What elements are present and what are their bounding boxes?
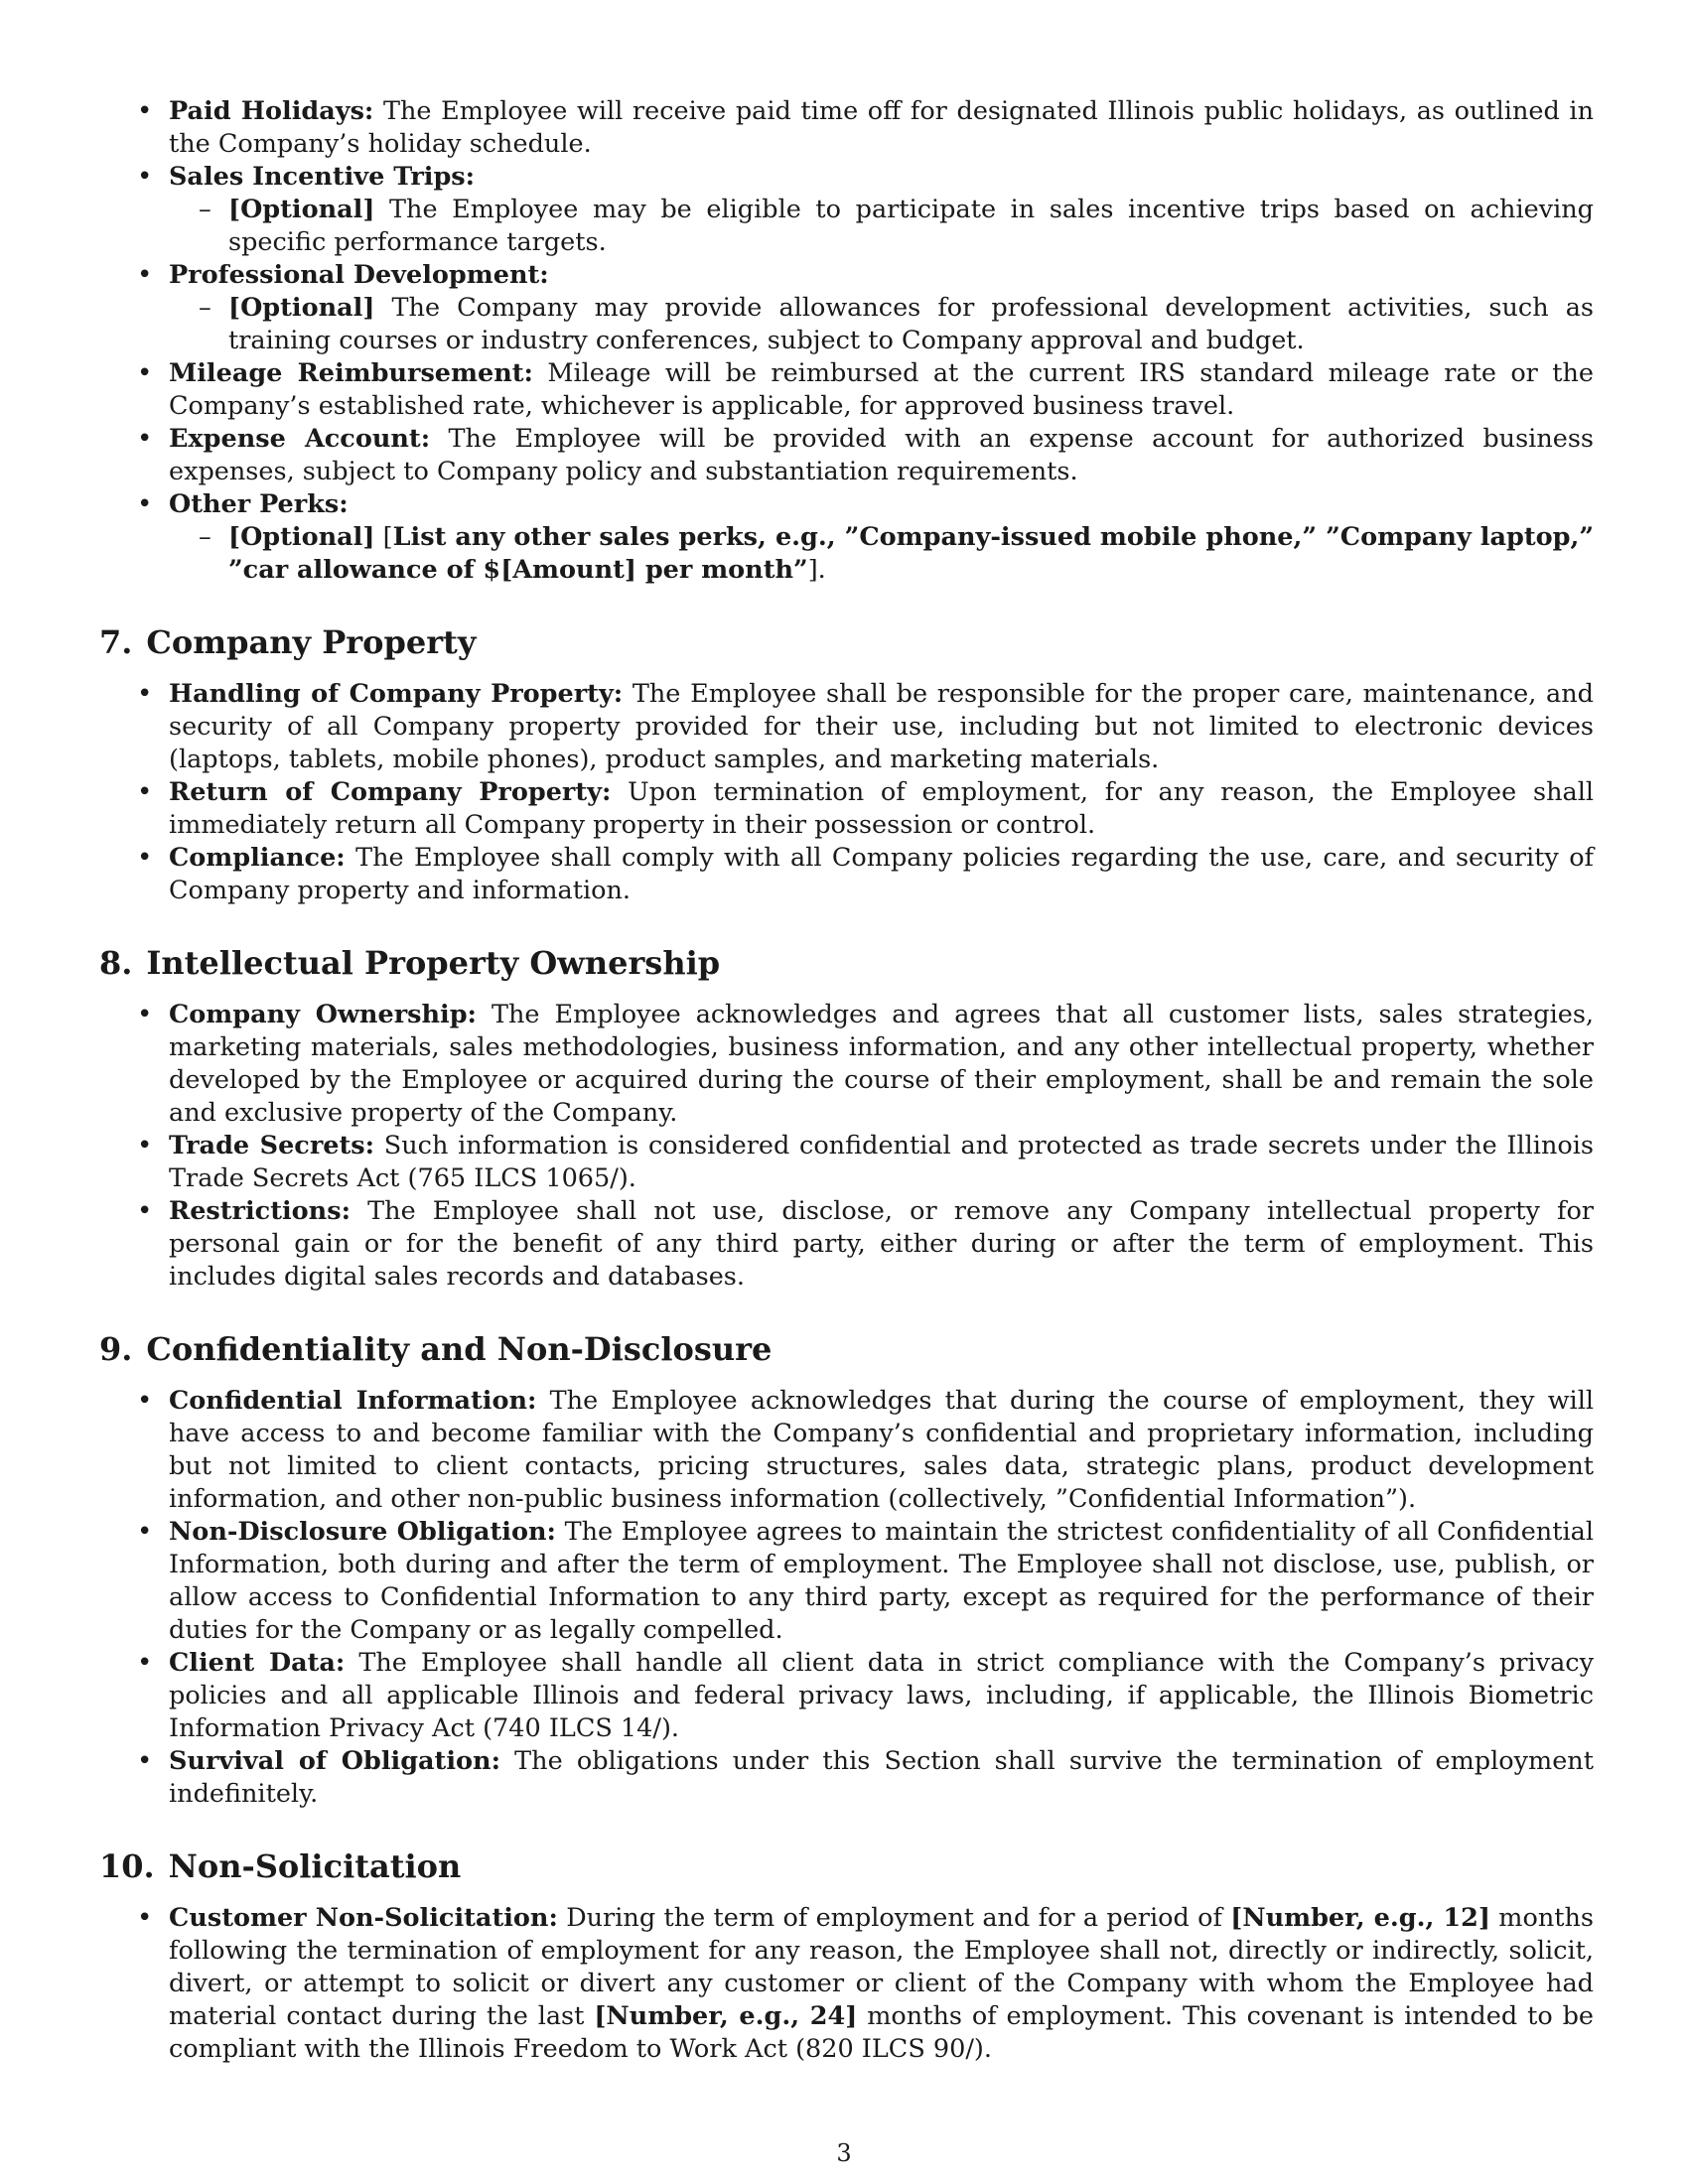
section-heading [99, 622, 1594, 662]
item-text: Upon termination of employment, for any reason, the Employee shall immediately return all Company property in their possession or control. [169, 777, 1595, 840]
section-heading [99, 1846, 1594, 1886]
item-label: Non-Disclosure Obligation: [169, 1517, 556, 1547]
section-heading [99, 943, 1594, 983]
section-title: Non-Solicitation [168, 1847, 462, 1885]
list-item [99, 1647, 1594, 1745]
dash-icon: – [199, 293, 211, 323]
item-label: Company Ownership: [169, 1000, 477, 1029]
bullet-icon: • [137, 1517, 153, 1547]
item-label: Expense Account: [169, 424, 431, 454]
item-label: Survival of Obligation: [169, 1746, 500, 1776]
page-content [99, 95, 1594, 2066]
item-text: Such information is considered confidential and protected as trade secrets under the Illinois Trade Secrets Act (765 ILCS 1065/). [169, 1131, 1594, 1193]
list-item [99, 1902, 1594, 2066]
section-8-list [99, 999, 1594, 1294]
section-number: 8. [99, 944, 133, 982]
sub-list-item [169, 521, 1594, 587]
sub-list [169, 292, 1594, 357]
item-label: Paid Holidays: [169, 96, 374, 126]
placeholder-text-end: per month” [635, 555, 808, 585]
sub-list [169, 521, 1594, 587]
list-item [99, 1745, 1594, 1811]
list-item [99, 678, 1594, 776]
bullet-icon: • [137, 1746, 153, 1776]
list-item [99, 776, 1594, 842]
section-7-list [99, 678, 1594, 907]
item-label: Handling of Company Property: [169, 679, 624, 709]
optional-tag: [Optional] [228, 293, 375, 323]
bullet-icon: • [137, 96, 153, 126]
item-text: Mileage will be reimbursed at the current IRS standard mileage rate or the Company’s established rate, whichever is applicable, for approved business travel. [169, 358, 1595, 421]
section-10-list [99, 1902, 1594, 2066]
placeholder-amount: [Amount] [500, 555, 636, 585]
list-item [99, 842, 1594, 907]
section-9-list [99, 1385, 1594, 1811]
bullet-icon: • [137, 1386, 153, 1416]
item-label: Other Perks: [169, 489, 349, 519]
bracket-open: [ [382, 522, 393, 552]
item-label: Mileage Reimbursement: [169, 358, 533, 388]
section-title: Intellectual Property Ownership [146, 944, 721, 982]
bullet-icon: • [137, 777, 153, 807]
bullet-icon: • [137, 260, 153, 290]
bullet-icon: • [137, 489, 153, 519]
item-label: Client Data: [169, 1648, 346, 1678]
item-text: The Employee shall handle all client data in strict compliance with the Company’s privacy policies and all applicable Illinois and federal privacy laws, including, if applicable, the Illinois Biometric Information Privacy Act (740 ILCS 14/). [169, 1648, 1594, 1743]
item-text: The Employee will be provided with an expense account for authorized business expenses, subject to Company policy and substantiation requirements. [169, 424, 1595, 486]
item-label: Trade Secrets: [169, 1131, 375, 1160]
section-number: 9. [99, 1330, 133, 1368]
item-text: The Employee will receive paid time off for designated Illinois public holidays, as outlined in the Company’s holiday schedule. [169, 96, 1595, 159]
benefits-list [99, 95, 1594, 587]
list-item [99, 1130, 1594, 1195]
bullet-icon: • [137, 358, 153, 388]
bullet-icon: • [137, 1131, 153, 1160]
item-text: The Employee shall not use, disclose, or remove any Company intellectual property for personal gain or for the benefit of any third party, either during or after the term of employment. This includes digital sales records and databases. [169, 1196, 1594, 1292]
item-label: Sales Incentive Trips: [169, 162, 476, 192]
bullet-icon: • [137, 1648, 153, 1678]
item-text: The Employee acknowledges and agrees that all customer lists, sales strategies, marketing materials, sales methodologies, business information, and any other intellectual property, whether developed by the Employee or acquired during the course of their employment, shall be and remain the sole and exclusive property of the Company. [169, 1000, 1595, 1128]
item-text: The obligations under this Section shall survive the termination of employment indefinitely. [169, 1746, 1594, 1809]
dash-icon: – [199, 195, 211, 224]
placeholder-months: [Number, e.g., 12] [1230, 1903, 1490, 1933]
bullet-icon: • [137, 1903, 153, 1933]
sub-list-item [169, 292, 1594, 357]
sub-list-item [169, 194, 1594, 259]
list-item [99, 999, 1594, 1130]
page-number: 3 [836, 2139, 852, 2167]
section-title: Company Property [146, 623, 477, 661]
list-item [99, 1516, 1594, 1647]
item-text: months of employment. This covenant is intended to be compliant with the Illinois Freedom to Work Act (820 ILCS 90/). [169, 2001, 1595, 2064]
item-text: The Company may provide allowances for professional development activities, such as training courses or industry conferences, subject to Company approval and budget. [228, 293, 1595, 355]
section-heading [99, 1329, 1594, 1369]
item-label: Professional Development: [169, 260, 549, 290]
bullet-icon: • [137, 1000, 153, 1029]
bullet-icon: • [137, 424, 153, 454]
optional-tag: [Optional] [228, 195, 375, 224]
item-text: During the term of employment and for a period of [566, 1903, 1231, 1933]
list-item [99, 423, 1594, 488]
section-number: 10. [99, 1847, 155, 1885]
item-label: Compliance: [169, 843, 346, 873]
item-label: Confidential Information: [169, 1386, 537, 1416]
sub-list [169, 194, 1594, 259]
item-text: The Employee may be eligible to participate in sales incentive trips based on achieving specific performance targets. [228, 195, 1594, 257]
item-text: months following the termination of employment for any reason, the Employee shall not, directly or indirectly, solicit, divert, or attempt to solicit or divert any customer or client of the Company with whom the Employee had material contact during the last [169, 1903, 1595, 2031]
item-text: The Employee acknowledges that during the course of employment, they will have access to and become familiar with the Company’s confidential and proprietary information, including but not limited to client contacts, pricing structures, sales data, strategic plans, product development information, and other non-public business information (collectively, ”Confidential Information”). [169, 1386, 1595, 1514]
bracket-close: ]. [807, 555, 826, 585]
bullet-icon: • [137, 1196, 153, 1226]
section-title: Confidentiality and Non-Disclosure [146, 1330, 773, 1368]
item-text: The Employee shall be responsible for the proper care, maintenance, and security of all Company property provided for their use, including but not limited to electronic devices (laptops, tablets, mobile phones), product samples, and marketing materials. [169, 679, 1594, 774]
item-label: Restrictions: [169, 1196, 351, 1226]
item-label: Return of Company Property: [169, 777, 612, 807]
bullet-icon: • [137, 679, 153, 709]
placeholder-months: [Number, e.g., 24] [594, 2001, 858, 2031]
bullet-icon: • [137, 162, 153, 192]
item-text: The Employee agrees to maintain the strictest confidentiality of all Confidential Information, both during and after the term of employment. The Employee shall not disclose, use, publish, or allow access to Confidential Information to any third party, except as required for the performance of their duties for the Company or as legally compelled. [169, 1517, 1594, 1645]
dash-icon: – [199, 522, 211, 552]
item-label: Customer Non-Solicitation: [169, 1903, 558, 1933]
section-number: 7. [99, 623, 133, 661]
list-item [99, 1195, 1594, 1294]
list-item [99, 259, 1594, 357]
optional-tag: [Optional] [228, 522, 375, 552]
list-item [99, 357, 1594, 423]
list-item [99, 488, 1594, 587]
list-item [99, 161, 1594, 259]
bullet-icon: • [137, 843, 153, 873]
placeholder-text: List any other sales perks, e.g., ”Company-issued mobile phone,” ”Company laptop,” ”car allowance of $ [228, 522, 1594, 585]
list-item [99, 95, 1594, 161]
item-text: The Employee shall comply with all Company policies regarding the use, care, and security of Company property and information. [169, 843, 1594, 905]
list-item [99, 1385, 1594, 1516]
